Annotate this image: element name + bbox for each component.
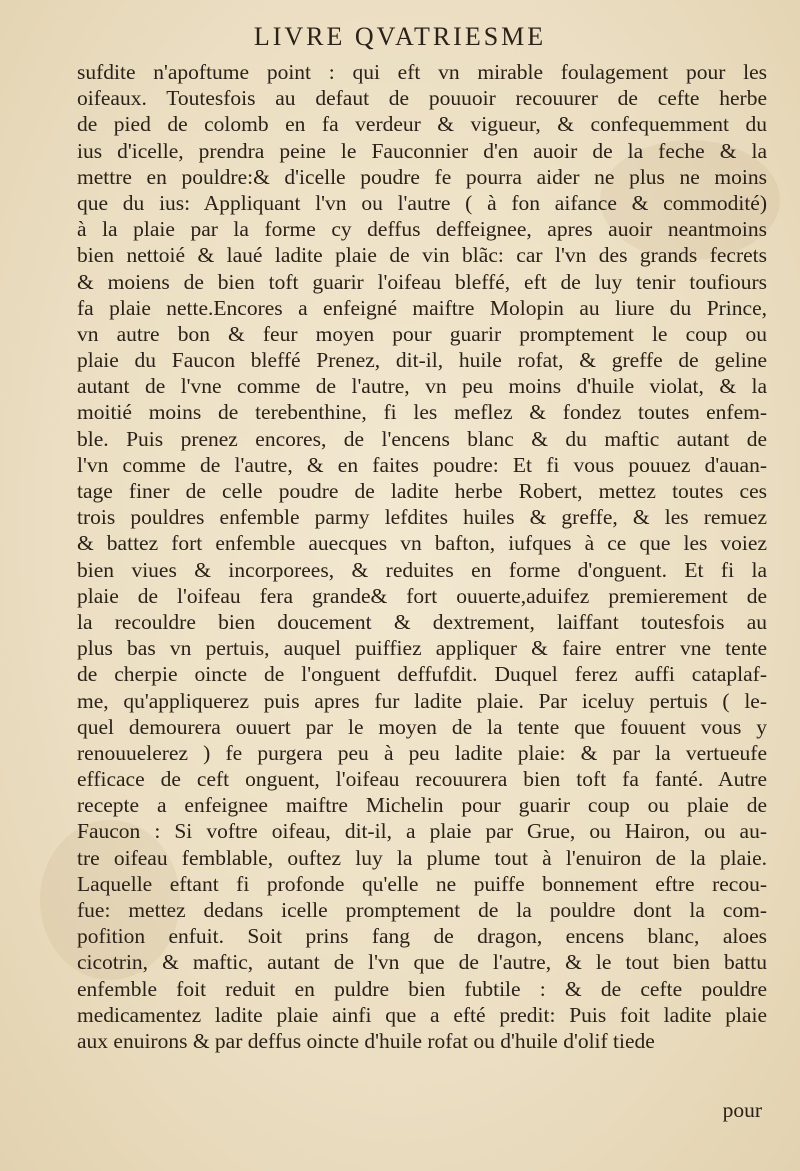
text-line: la recouldre bien doucement & dextrement, laiffant toutesfois au [77, 609, 767, 634]
text-line: bien nettoié & laué ladite plaie de vin blãc: car l'vn des grands fecrets [77, 243, 767, 268]
text-line: & moiens de bien toft guarir l'oifeau bleffé, eft de luy tenir toufiours [77, 269, 767, 294]
text-line: cicotrin, & maftic, autant de l'vn que de l'autre, & le tout bien battu [77, 950, 767, 975]
text-line: fue: mettez dedans icelle promptement de la pouldre dont la com- [77, 898, 767, 922]
text-line: ble. Puis prenez encores, de l'encens blanc & du maftic autant de [77, 426, 767, 451]
text-line: plus bas vn pertuis, auquel puiffiez appliquer & faire entrer vne tente [77, 636, 767, 661]
text-line: à la plaie par la forme cy deffus deffeignee, apres auoir neantmoins [77, 217, 767, 242]
text-line: plaie du Faucon bleffé Prenez, dit-il, huile rofat, & greffe de geline [77, 348, 767, 373]
text-line: tage finer de celle poudre de ladite herbe Robert, mettez toutes ces [77, 479, 767, 503]
text-line: pofition enfuit. Soit prins fang de dragon, encens blanc, aloes [77, 924, 767, 949]
text-line: quel demourera ouuert par le moyen de la tente que fouuent vous y [77, 714, 767, 739]
text-line: renouuelerez ) fe purgera peu à peu ladite plaie: & par la vertueufe [77, 740, 767, 765]
text-line: que du ius: Appliquant l'vn ou l'autre ( à fon aifance & commodité) [77, 190, 767, 215]
text-line: l'vn comme de l'autre, & en faites poudre: Et fi vous pouuez d'auan- [77, 452, 767, 477]
catchword: pour [722, 1098, 762, 1122]
text-line: fa plaie nette.Encores a enfeigné maiftre Molopin au liure du Prince, [77, 295, 767, 320]
text-line: tre oifeau femblable, ouftez luy la plume tout à l'enuiron de la plaie. [77, 845, 767, 870]
text-line: sufdite n'apoftume point : qui eft vn mirable foulagement pour les [77, 60, 767, 84]
text-line: trois pouldres enfemble parmy lefdites huiles & greffe, & les remuez [77, 505, 767, 530]
text-line: de pied de colomb en fa verdeur & vigueur, & confequemment du [77, 112, 767, 137]
text-line: aux enuirons & par deffus oincte d'huile rofat ou d'huile d'olif tiede [77, 1028, 655, 1053]
text-line: medicamentez ladite plaie ainfi que a efté predit: Puis foit ladite plaie [77, 1002, 767, 1027]
text-line: efficace de ceft onguent, l'oifeau recouurera bien toft fa fanté. Autre [77, 767, 767, 792]
text-line: bien viues & incorporees, & reduites en forme d'onguent. Et fi la [77, 557, 767, 582]
text-line: mettre en pouldre:& d'icelle poudre fe pourra aider ne plus ne moins [77, 164, 767, 189]
text-line: plaie de l'oifeau fera grande& fort ouuerte,aduifez premierement de [77, 583, 767, 608]
text-line: autant de l'vne comme de l'autre, vn peu moins d'huile violat, & la [77, 374, 767, 399]
text-line: recepte a enfeignee maiftre Michelin pour guarir coup ou plaie de [77, 793, 767, 818]
text-line: moitié moins de terebenthine, fi les meflez & fondez toutes enfem- [77, 400, 767, 425]
text-line: & battez fort enfemble auecques vn bafton, iufques à ce que les voiez [77, 531, 767, 556]
text-line: vn autre bon & feur moyen pour guarir promptement le coup ou [77, 321, 767, 346]
text-line: me, qu'appliquerez puis apres fur ladite plaie. Par iceluy pertuis ( le- [77, 688, 767, 713]
text-line: de cherpie oincte de l'onguent deffufdit. Duquel ferez auffi cataplaf- [77, 662, 767, 687]
running-head: LIVRE QVATRIESME [253, 22, 547, 51]
body-text [77, 59, 767, 1054]
text-line: ius d'icelle, prendra peine le Fauconnier d'en auoir de la feche & la [77, 138, 767, 163]
text-line: Laquelle eftant fi profonde qu'elle ne puiffe bonnement eftre recou- [77, 871, 767, 896]
text-line: Faucon : Si voftre oifeau, dit-il, a plaie par Grue, ou Hairon, ou au- [77, 819, 767, 844]
text-line: enfemble foit reduit en puldre bien fubtile : & de cefte pouldre [77, 976, 767, 1001]
text-line: oifeaux. Toutesfois au defaut de pouuoir recouurer de cefte herbe [77, 86, 767, 111]
